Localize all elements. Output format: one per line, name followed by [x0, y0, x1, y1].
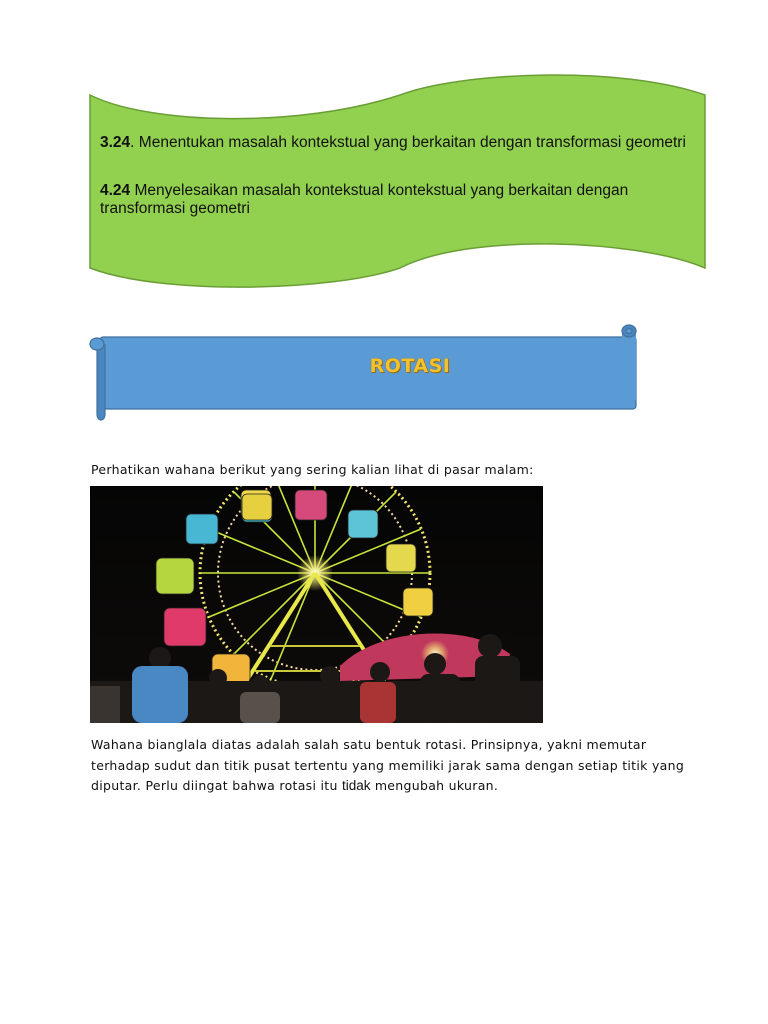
objective-punct: . [130, 134, 135, 151]
explanation-paragraph [91, 735, 691, 797]
ferris-wheel-photo [90, 486, 543, 723]
paragraph-emphasis: tidak [342, 778, 371, 793]
objective-number: 4.24 [100, 182, 131, 199]
paragraph-text: Wahana bianglala diatas adalah salah satu bentuk rotasi. Prinsipnya, yakni memutar terhadap sudut dan titik pusat tertentu yang memiliki jarak sama dengan setiap titik yang diputar. Perlu diingat bahwa rotasi itu [91, 737, 685, 793]
objective-text: Menyelesaikan masalah kontekstual kontekstual yang berkaitan dengan transformasi geometri [100, 182, 629, 217]
objective-number: 3.24 [100, 134, 131, 151]
objective-text: Menentukan masalah kontekstual yang berkaitan dengan transformasi geometri [134, 134, 686, 151]
section-title: ROTASI [369, 355, 451, 377]
paragraph-text-end: mengubah ukuran. [370, 778, 499, 793]
intro-text: Perhatikan wahana berikut yang sering kalian lihat di pasar malam: [91, 462, 534, 477]
